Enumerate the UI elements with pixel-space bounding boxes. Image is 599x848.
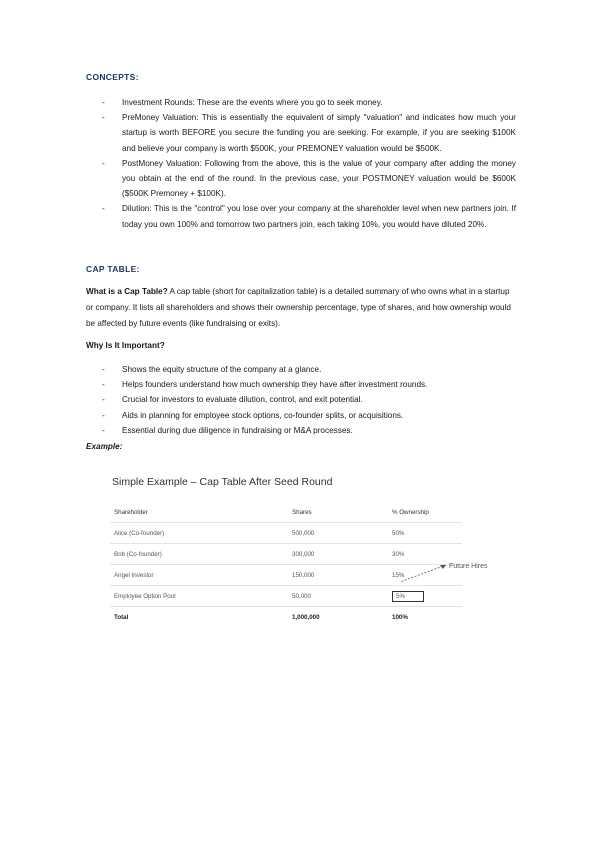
future-hires-annotation: Future Hires	[449, 563, 488, 570]
list-item: - Shows the equity structure of the company at a glance.	[102, 365, 322, 374]
cap-table-example-image	[106, 470, 498, 620]
why-item-text: Crucial for investors to evaluate dilution, control, and exit potential.	[122, 395, 363, 405]
what-is-cap-table-paragraph	[86, 284, 516, 332]
table-row	[110, 586, 462, 607]
cell-total-shares: 1,000,000	[292, 613, 320, 621]
cell-shareholder: Alice (Co-founder)	[110, 523, 288, 544]
cell-ownership: 30%	[388, 544, 462, 565]
highlighted-ownership-box: 5%	[392, 591, 424, 602]
cell-shares: 300,000	[288, 544, 388, 565]
cell-total-ownership: 100%	[392, 613, 408, 621]
table-row	[110, 523, 462, 544]
cell-ownership: 50%	[388, 523, 462, 544]
table-header-row	[110, 502, 462, 523]
what-is-cap-table-question: What is a Cap Table?	[86, 287, 168, 296]
list-item: - Essential during due diligence in fundraising or M&A processes.	[102, 425, 353, 435]
cell-shareholder: Employee Option Pool	[110, 586, 288, 607]
list-item: - PostMoney Valuation: Following from the above, this is the value of your company after adding the money you obtain at the end of the round. In the previous case, your POSTMONEY valuation would be $600K ($500K Premoney + $100K).	[102, 158, 516, 199]
concept-dilution: Dilution: This is the "control" you lose over your company at the shareholder level when new partners join. If today you own 100% and tomorrow two partners join, each taking 10%, you would have diluted 20%.	[122, 204, 516, 229]
concept-premoney: PreMoney Valuation: This is essentially the equivalent of simply "valuation" and indicates how much your startup is worth BEFORE you secure the funding you are seeking. For example, if you are seeking $100K and believe your company is worth $500K, your PREMONEY valuation would be $500K.	[122, 113, 516, 153]
cell-total-label: Total	[114, 613, 129, 621]
list-item: - Crucial for investors to evaluate dilution, control, and exit potential.	[102, 395, 363, 405]
cell-ownership: 15%	[388, 565, 462, 586]
list-item: - Dilution: This is the "control" you lose over your company at the shareholder level when new partners join. If today you own 100% and tomorrow two partners join, each taking 10%, you would have diluted 20%.	[102, 204, 516, 229]
cell-shares: 50,000	[288, 586, 388, 607]
cell-shareholder: Angel Investor	[110, 565, 288, 586]
cell-shares: 150,000	[288, 565, 388, 586]
concepts-list	[86, 95, 516, 232]
why-important-list	[86, 362, 516, 438]
why-item-text: Helps founders understand how much ownership they have after investment rounds.	[122, 380, 428, 390]
column-header-shares: Shares	[288, 502, 388, 523]
concepts-heading: CONCEPTS:	[86, 72, 139, 82]
cap-table-title: Simple Example – Cap Table After Seed Round	[112, 476, 333, 488]
column-header-shareholder: Shareholder	[110, 502, 288, 523]
concept-postmoney: PostMoney Valuation: Following from the above, this is the value of your company after adding the money you obtain at the end of the round. In the previous case, your POSTMONEY valuation would be $600K ($500K Premoney + $100K).	[122, 158, 516, 199]
list-item: - PreMoney Valuation: This is essentially the equivalent of simply "valuation" and indicates how much your startup is worth BEFORE you secure the funding you are seeking. For example, if you are seeking $100K and believe your company is worth $500K, your PREMONEY valuation would be $500K.	[102, 113, 516, 153]
list-item: - Helps founders understand how much ownership they have after investment rounds.	[102, 380, 428, 390]
annotation-arrow-icon	[396, 562, 456, 586]
what-is-cap-table-text: A cap table (short for capitalization table) is a detailed summary of who owns what in a startup or company. It lists all shareholders and shows their ownership percentage, type of shares, and how ownership would be affected by future events (like fundraising or exits).	[86, 287, 511, 328]
why-important-heading: Why Is It Important?	[86, 341, 165, 350]
column-header-ownership: % Ownership	[388, 502, 462, 523]
why-item-text: Essential during due diligence in fundraising or M&A processes.	[122, 425, 353, 435]
why-item-text: Shows the equity structure of the company at a glance.	[122, 365, 322, 374]
cell-ownership	[388, 586, 462, 607]
table-total-row	[110, 607, 462, 628]
why-item-text: Aids in planning for employee stock options, co-founder splits, or acquisitions.	[122, 410, 404, 420]
cell-shareholder: Bob (Co-founder)	[110, 544, 288, 565]
cap-table-heading: CAP TABLE:	[86, 264, 140, 274]
cell-shares: 500,000	[288, 523, 388, 544]
list-item: - Aids in planning for employee stock options, co-founder splits, or acquisitions.	[102, 410, 404, 420]
concept-investment-rounds: Investment Rounds: These are the events where you go to seek money.	[122, 98, 383, 107]
list-item: - Investment Rounds: These are the events where you go to seek money.	[102, 98, 383, 107]
example-label: Example:	[86, 442, 123, 451]
